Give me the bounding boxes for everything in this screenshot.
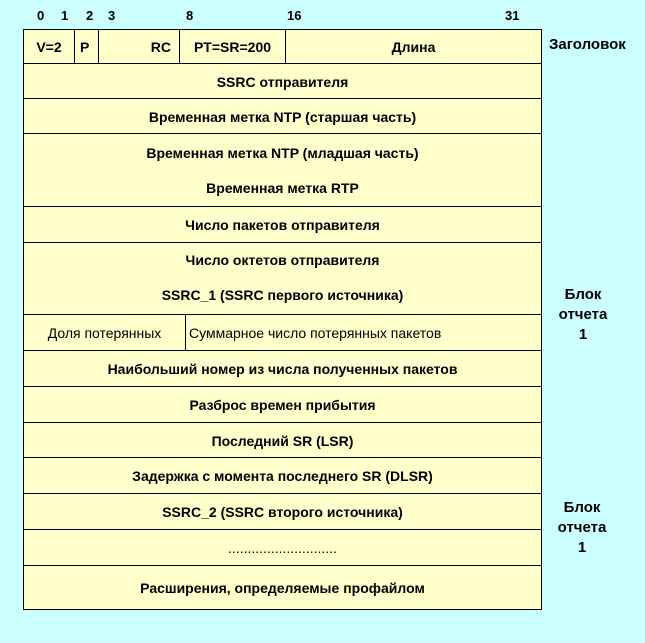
ntp-low-row: Временная метка NTP (младшая часть) <box>24 133 541 171</box>
dlsr-row: Задержка с момента последнего SR (DLSR) <box>24 457 541 494</box>
fraction-lost-field: Доля потерянных <box>24 315 186 351</box>
packet-count-row: Число пакетов отправителя <box>24 206 541 243</box>
report-count-field: RC <box>99 30 180 63</box>
rtcp-sr-packet <box>23 29 542 610</box>
ellipsis-row: ............................ <box>24 529 541 566</box>
ssrc-1-row: SSRC_1 (SSRC первого источника) <box>161 287 404 303</box>
ssrc-2-row: SSRC_2 (SSRC второго источника) <box>24 493 541 530</box>
octet-count-row: Число октетов отправителя <box>24 242 541 277</box>
bit-number-3: 3 <box>108 8 116 23</box>
jitter-row: Разброс времен прибытия <box>24 386 541 423</box>
report-block-1-label-line1: Блок <box>564 286 602 303</box>
lsr-row: Последний SR (LSR) <box>24 422 541 458</box>
bit-number-16: 16 <box>287 8 302 23</box>
header-side-label: Заголовок <box>549 36 626 53</box>
report-block-2-label <box>547 498 617 558</box>
bit-number-31: 31 <box>505 8 520 23</box>
report-block-1-label <box>548 285 618 345</box>
bit-number-0: 0 <box>37 8 45 23</box>
loss-row <box>24 314 541 351</box>
padding-field: P <box>75 30 99 63</box>
bit-number-1: 1 <box>61 8 69 23</box>
extensions-row: Расширения, определяемые профайлом <box>24 565 541 610</box>
report-block-2-label-line2: отчета <box>557 519 607 536</box>
bit-number-8: 8 <box>186 8 194 23</box>
bit-number-2: 2 <box>86 8 94 23</box>
version-field: V=2 <box>24 30 75 63</box>
report-block-2-label-line1: Блок <box>563 499 601 516</box>
cumulative-lost-field: Суммарное число потерянных пакетов <box>189 325 442 341</box>
report-block-1-label-line2: отчета <box>558 306 608 323</box>
bit-number-ruler <box>0 0 645 28</box>
length-field: Длина <box>391 38 436 55</box>
ntp-high-row: Временная метка NTP (старшая часть) <box>24 98 541 134</box>
highest-seq-row: Наибольший номер из числа полученных пакетов <box>24 350 541 387</box>
ssrc-sender-row: SSRC отправителя <box>24 63 541 99</box>
report-block-1-label-line3: 1 <box>578 326 588 343</box>
header-row <box>24 30 541 63</box>
rtp-timestamp-row: Временная метка RTP <box>206 180 359 196</box>
report-block-2-label-line3: 1 <box>577 539 587 556</box>
packet-type-field: PT=SR=200 <box>180 30 286 63</box>
